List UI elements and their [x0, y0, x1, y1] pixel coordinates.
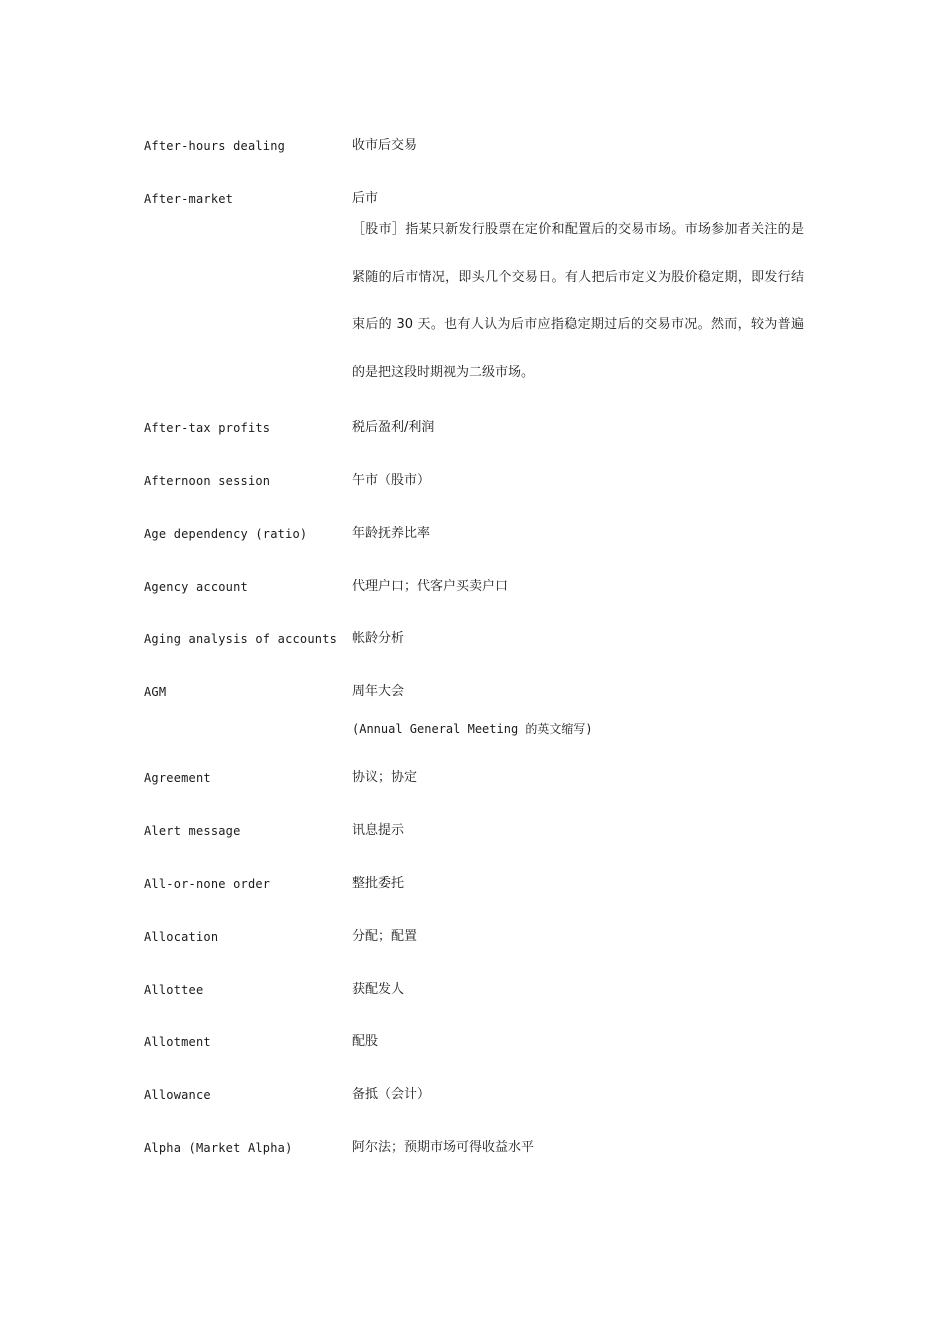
term-en: Age dependency (ratio) — [144, 527, 308, 541]
term-zh: 收市后交易 — [352, 138, 418, 153]
term-en: Allottee — [144, 983, 204, 997]
term-en: All-or-none order — [144, 877, 271, 891]
term-zh: 整批委托 — [352, 876, 405, 891]
term-en: Agreement — [144, 771, 211, 785]
term-en: AGM — [144, 685, 167, 699]
term-zh: 帐龄分析 — [352, 631, 405, 646]
term-en: Alert message — [144, 824, 241, 838]
term-note: (Annual General Meeting 的英文缩写) — [352, 722, 593, 736]
term-zh: 午市（股市） — [352, 473, 431, 488]
term-zh: 税后盈利/利润 — [352, 420, 435, 435]
term-zh: 分配；配置 — [352, 929, 418, 944]
term-zh: 备抵（会计） — [352, 1087, 431, 1102]
term-zh: 年龄抚养比率 — [352, 526, 431, 541]
term-note: ［股市］指某只新发行股票在定价和配置后的交易市场。市场参加者关注的是紧随的后市情况，即头几个交易日。有人把后市定义为股价稳定期，即发行结束后的 30 天。也有人认为后市应指稳定期过后的交易市况。然而，较为普遍的是把这段时期视为二级市场。 — [352, 222, 804, 380]
term-zh: 后市 — [352, 191, 379, 206]
term-zh: 配股 — [352, 1034, 379, 1049]
term-zh: 代理户口；代客户买卖户口 — [352, 579, 509, 594]
term-en: Agency account — [144, 580, 248, 594]
term-en: Afternoon session — [144, 474, 271, 488]
term-en: After-hours dealing — [144, 139, 286, 153]
term-en: After-tax profits — [144, 421, 271, 435]
term-en: Alpha (Market Alpha) — [144, 1141, 293, 1155]
term-zh: 阿尔法；预期市场可得收益水平 — [352, 1140, 535, 1155]
term-zh: 周年大会 — [352, 684, 405, 699]
term-en: After-market — [144, 192, 234, 206]
term-en: Allotment — [144, 1035, 211, 1049]
term-zh: 协议；协定 — [352, 770, 418, 785]
term-en: Aging analysis of accounts — [144, 632, 338, 646]
term-en: Allowance — [144, 1088, 211, 1102]
term-zh: 获配发人 — [352, 982, 405, 997]
term-en: Allocation — [144, 930, 219, 944]
term-zh: 讯息提示 — [352, 823, 405, 838]
